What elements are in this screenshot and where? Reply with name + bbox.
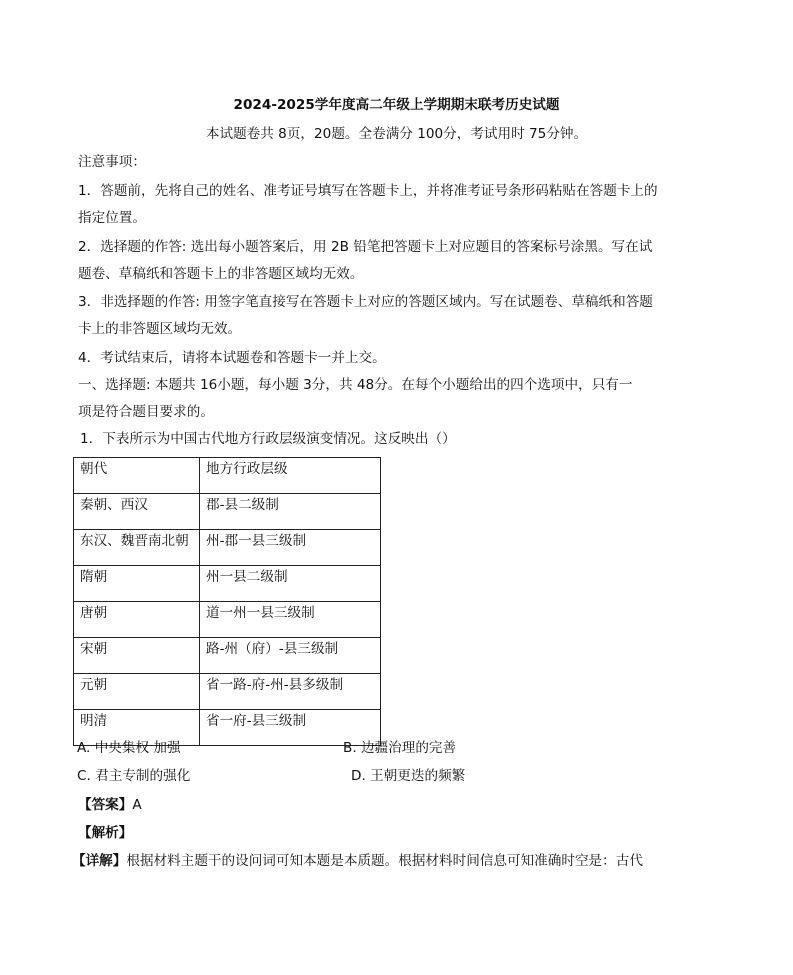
table-header-cell: 朝代	[74, 458, 200, 494]
notice-line-7: 4．考试结束后，请将本试题卷和答题卡一并上交。	[78, 350, 386, 366]
table-cell: 明清	[74, 710, 200, 746]
exam-subtitle: 本试题卷共 8页，20题。全卷满分 100分，考试用时 75分钟。	[205, 126, 588, 142]
option-b: B. 边疆治理的完善	[343, 740, 457, 756]
answer-line	[78, 796, 142, 814]
notice-line-2: 指定位置。	[78, 210, 146, 226]
notice-line-6: 卡上的非答题区域均无效。	[78, 321, 242, 337]
table-cell: 州-郡一县三级制	[200, 530, 381, 566]
table-cell: 秦朝、西汉	[74, 494, 200, 530]
table-cell: 郡-县二级制	[200, 494, 381, 530]
notice-line-5: 3．非选择题的作答: 用签字笔直接写在答题卡上对应的答题区域内。写在试题卷、草稿纸和答题	[78, 294, 653, 310]
detail-line	[72, 852, 643, 870]
question-1-stem: 1．下表所示为中国古代地方行政层级演变情况。这反映出（）	[80, 431, 456, 447]
option-c: C. 君主专制的强化	[77, 768, 191, 784]
option-a: A. 中央集权 加强	[77, 740, 181, 756]
table-cell: 隋朝	[74, 566, 200, 602]
option-d: D. 王朝更迭的频繁	[351, 768, 466, 784]
table-row	[74, 602, 381, 638]
table-cell: 元朝	[74, 674, 200, 710]
table-row	[74, 530, 381, 566]
table-row	[74, 494, 381, 530]
table-cell: 唐朝	[74, 602, 200, 638]
notice-heading: 注意事项：	[78, 154, 146, 170]
table-header-cell: 地方行政层级	[200, 458, 381, 494]
answer-label: 【答案】	[78, 797, 133, 813]
detail-label: 【详解】	[72, 853, 127, 869]
notice-line-1: 1．答题前，先将自己的姓名、准考证号填写在答题卡上，并将准考证号条形码粘贴在答题卡上的	[78, 183, 658, 199]
notice-line-4: 题卷、草稿纸和答题卡上的非答题区域均无效。	[78, 266, 364, 282]
table-cell: 宋朝	[74, 638, 200, 674]
detail-text: 根据材料主题干的设问词可知本题是本质题。根据材料时间信息可知准确时空是：古代	[126, 853, 643, 869]
table-cell: 州一县二级制	[200, 566, 381, 602]
table-cell: 东汉、魏晋南北朝	[74, 530, 200, 566]
table-row	[74, 638, 381, 674]
table-cell: 省一府-县三级制	[200, 710, 381, 746]
table-header-row	[74, 458, 381, 494]
answer-value: A	[132, 797, 142, 813]
notice-line-3: 2．选择题的作答: 选出每小题答案后，用 2B 铅笔把答题卡上对应题目的答案标号涂黑。写在试	[78, 239, 653, 255]
table-cell: 道一州一县三级制	[200, 602, 381, 638]
table-cell: 省一路-府-州-县多级制	[200, 674, 381, 710]
table-cell: 路-州（府）-县三级制	[200, 638, 381, 674]
analysis-label: 【解析】	[78, 825, 133, 841]
exam-title: 2024-2025学年度高二年级上学期期末联考历史试题	[233, 97, 560, 113]
table-row	[74, 566, 381, 602]
admin-levels-table	[73, 457, 381, 746]
section-instructions-line-1: 一、选择题: 本题共 16小题，每小题 3分，共 48分。在每个小题给出的四个选项中，只有一	[78, 377, 633, 393]
section-instructions-line-2: 项是符合题目要求的。	[78, 404, 214, 420]
table-row	[74, 674, 381, 710]
